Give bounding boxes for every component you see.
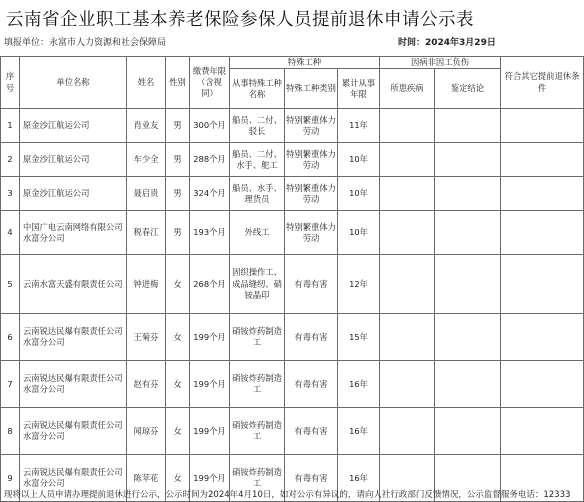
cell-job: 硝铵炸药制造工 — [230, 455, 285, 502]
cell-type: 特别繁重体力劳动 — [285, 143, 338, 177]
cell-unit: 中国广电云南网络有限公司水富分公司 — [20, 211, 127, 255]
cell-unit: 云南水富天盛有限责任公司 — [20, 255, 127, 314]
header-other: 符合其它提前退休条件 — [501, 57, 584, 109]
table-row — [1, 255, 584, 314]
publish-date: 时间：2024年3月29日 — [398, 38, 496, 48]
cell-years: 10年 — [338, 143, 380, 177]
retirement-table — [0, 56, 584, 502]
cell-gender: 女 — [166, 361, 190, 408]
cell-conclusion — [435, 109, 501, 143]
cell-illness — [380, 211, 435, 255]
cell-illness — [380, 361, 435, 408]
table-row — [1, 143, 584, 177]
cell-name: 税春江 — [127, 211, 166, 255]
cell-job: 船员、二付、水手、舵工 — [230, 143, 285, 177]
cell-name: 闻琼芬 — [127, 408, 166, 455]
header-special-years: 累计从事年限 — [338, 69, 380, 109]
cell-unit: 云南锐达民爆有限责任公司水富分公司 — [20, 314, 127, 361]
cell-type: 有毒有害 — [285, 455, 338, 502]
cell-conclusion — [435, 143, 501, 177]
cell-conclusion — [435, 255, 501, 314]
cell-contribution: 199个月 — [190, 361, 230, 408]
cell-name: 车少全 — [127, 143, 166, 177]
table-row — [1, 211, 584, 255]
header-illness: 所患疾病 — [380, 69, 435, 109]
cell-name: 陈苹花 — [127, 455, 166, 502]
cell-type: 特别繁重体力劳动 — [285, 211, 338, 255]
cell-years: 15年 — [338, 314, 380, 361]
cell-contribution: 288个月 — [190, 143, 230, 177]
cell-conclusion — [435, 177, 501, 211]
cell-job: 硝铵炸药制造工 — [230, 314, 285, 361]
cell-contribution: 300个月 — [190, 109, 230, 143]
cell-seq: 1 — [1, 109, 20, 143]
cell-years: 10年 — [338, 211, 380, 255]
cell-type: 有毒有害 — [285, 314, 338, 361]
cell-seq: 6 — [1, 314, 20, 361]
cell-seq: 2 — [1, 143, 20, 177]
cell-other — [501, 361, 584, 408]
cell-illness — [380, 255, 435, 314]
header-gender: 性别 — [166, 57, 190, 109]
header-conclusion: 鉴定结论 — [435, 69, 501, 109]
cell-name: 肖业友 — [127, 109, 166, 143]
cell-unit: 云南锐达民爆有限责任公司水富分公司 — [20, 408, 127, 455]
cell-name: 聂启贵 — [127, 177, 166, 211]
header-illness-group: 因病非因工负伤 — [380, 57, 501, 69]
cell-gender: 男 — [166, 109, 190, 143]
cell-job: 硝铵炸药制造工 — [230, 361, 285, 408]
cell-illness — [380, 143, 435, 177]
cell-gender: 女 — [166, 314, 190, 361]
cell-type: 有毒有害 — [285, 408, 338, 455]
cell-unit: 云南锐达民爆有限责任公司水富分公司 — [20, 361, 127, 408]
header-name: 姓名 — [127, 57, 166, 109]
cell-name: 赵有芬 — [127, 361, 166, 408]
table-row — [1, 109, 584, 143]
header-unit: 单位名称 — [20, 57, 127, 109]
table-row — [1, 361, 584, 408]
cell-job: 船员、二付、驳长 — [230, 109, 285, 143]
table-row — [1, 314, 584, 361]
table-row — [1, 408, 584, 455]
cell-seq: 8 — [1, 408, 20, 455]
cell-other — [501, 408, 584, 455]
header-special-group: 特殊工种 — [230, 57, 380, 69]
cell-illness — [380, 177, 435, 211]
cell-other — [501, 255, 584, 314]
cell-contribution: 268个月 — [190, 255, 230, 314]
cell-gender: 男 — [166, 211, 190, 255]
cell-years: 11年 — [338, 109, 380, 143]
cell-name: 王菊芬 — [127, 314, 166, 361]
footer-notice: 现将以上人员申请办理提前退休进行公示，公示时间为2024年4月10日，如对公示有异议的，请向人社行政部门反馈情况，公示监督服务电话：12333 — [4, 490, 571, 500]
cell-seq: 9 — [1, 455, 20, 502]
cell-illness — [380, 109, 435, 143]
cell-contribution: 199个月 — [190, 455, 230, 502]
filing-unit: 填报单位：永富市人力资源和社会保障局 — [4, 38, 167, 48]
cell-unit: 云南锐达民爆有限责任公司水富分公司 — [20, 455, 127, 502]
cell-seq: 7 — [1, 361, 20, 408]
page-title: 云南省企业职工基本养老保险参保人员提前退休申请公示表 — [6, 10, 474, 30]
cell-seq: 3 — [1, 177, 20, 211]
cell-contribution: 193个月 — [190, 211, 230, 255]
cell-other — [501, 211, 584, 255]
cell-type: 有毒有害 — [285, 361, 338, 408]
cell-gender: 女 — [166, 455, 190, 502]
cell-job: 固织操作工、成品缝纫、硝铵晶印 — [230, 255, 285, 314]
cell-years: 12年 — [338, 255, 380, 314]
cell-type: 特别繁重体力劳动 — [285, 109, 338, 143]
cell-unit: 原金沙江航运公司 — [20, 177, 127, 211]
cell-unit: 原金沙江航运公司 — [20, 109, 127, 143]
cell-seq: 4 — [1, 211, 20, 255]
table-row — [1, 177, 584, 211]
cell-illness — [380, 408, 435, 455]
cell-job: 硝铵炸药制造工 — [230, 408, 285, 455]
cell-years: 16年 — [338, 408, 380, 455]
cell-years: 16年 — [338, 361, 380, 408]
cell-gender: 男 — [166, 143, 190, 177]
cell-contribution: 324个月 — [190, 177, 230, 211]
header-special-type: 特殊工种类别 — [285, 69, 338, 109]
cell-type: 特别繁重体力劳动 — [285, 177, 338, 211]
cell-contribution: 199个月 — [190, 408, 230, 455]
cell-other — [501, 143, 584, 177]
header-contribution: 缴费年限（含视同） — [190, 57, 230, 109]
cell-type: 有毒有害 — [285, 255, 338, 314]
cell-job: 船员、水手、理货员 — [230, 177, 285, 211]
cell-unit: 原金沙江航运公司 — [20, 143, 127, 177]
cell-other — [501, 109, 584, 143]
cell-seq: 5 — [1, 255, 20, 314]
cell-other — [501, 314, 584, 361]
cell-years: 10年 — [338, 177, 380, 211]
cell-conclusion — [435, 211, 501, 255]
cell-conclusion — [435, 408, 501, 455]
cell-years: 16年 — [338, 455, 380, 502]
cell-conclusion — [435, 314, 501, 361]
cell-illness — [380, 314, 435, 361]
cell-gender: 男 — [166, 177, 190, 211]
cell-job: 外线工 — [230, 211, 285, 255]
cell-other — [501, 177, 584, 211]
cell-gender: 女 — [166, 255, 190, 314]
cell-gender: 女 — [166, 408, 190, 455]
cell-contribution: 199个月 — [190, 314, 230, 361]
header-seq: 序号 — [1, 57, 20, 109]
cell-name: 钟进梅 — [127, 255, 166, 314]
header-special-job: 从事特殊工种名称 — [230, 69, 285, 109]
cell-conclusion — [435, 361, 501, 408]
